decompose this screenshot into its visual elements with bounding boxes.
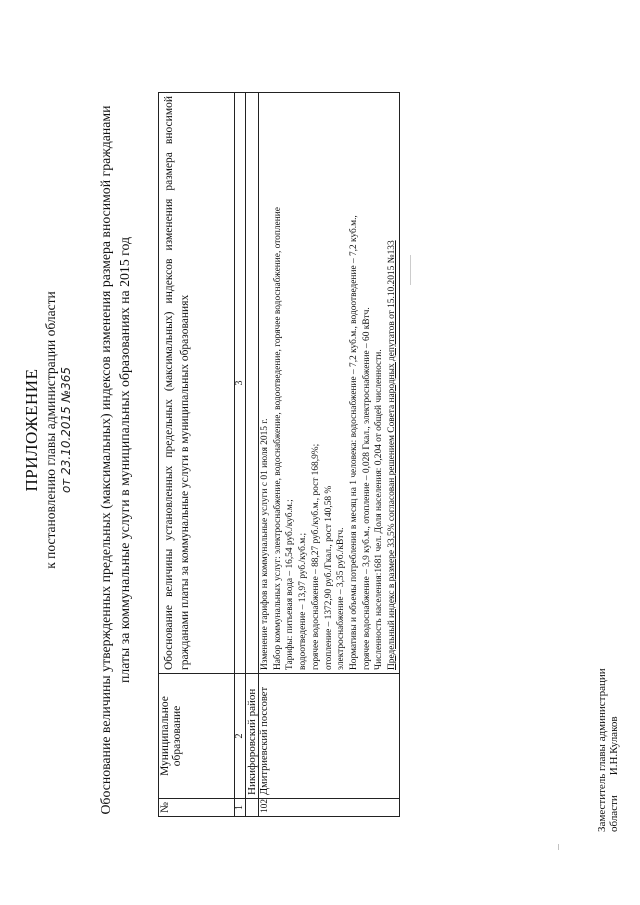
table-header-row bbox=[159, 93, 235, 817]
document-header bbox=[22, 260, 73, 600]
column-index-1: 1 bbox=[235, 799, 246, 817]
column-header-municipality: Муниципальное образование bbox=[159, 674, 235, 799]
justification-line: Предельный индекс в размере 33,5% согласован решением Совета народных депутатов от 15.10.2015 №133 bbox=[387, 240, 398, 670]
column-header-justification: Обоснование величины установленных предельных (максимальных) индексов изменения размера вносимой гражданами платы за коммунальные услуги в муниципальных образованиях bbox=[159, 93, 235, 674]
signature-block bbox=[596, 668, 620, 832]
justification-line: электроснабжение – 3,35 руб./кВтч. bbox=[336, 527, 347, 670]
justification-line: отопление – 1372,90 руб./Гкал., рост 140,58 % bbox=[323, 485, 334, 670]
region-empty-cell bbox=[246, 93, 259, 674]
region-row bbox=[246, 93, 259, 817]
table-row bbox=[259, 93, 400, 817]
scan-artifact bbox=[558, 844, 559, 850]
justification-line: горячее водоснабжение – 3,9 куб.м., отопление – 0,028 Гкал., электроснабжение – 60 кВтч. bbox=[361, 307, 372, 670]
justification-line: водоотведение – 13,97 руб./куб.м.; bbox=[298, 532, 309, 670]
row-number: 102 bbox=[259, 799, 400, 817]
justification-line: горячее водоснабжение – 88,27 руб./куб.м., рост 168,9%; bbox=[310, 443, 321, 670]
justification-line: Набор коммунальных услуг: электроснабжение, водоснабжение, водоотведение, горячее водоснабжение, отопление bbox=[272, 207, 283, 670]
document-title-line-1: Обоснование величины утвержденных предельных (максимальных) индексов изменения размера вносимой гражданами bbox=[98, 105, 113, 815]
appendix-title: ПРИЛОЖЕНИЕ bbox=[22, 368, 41, 492]
document-title-line-2: платы за коммунальные услуги в муниципальных образованиях на 2015 год bbox=[117, 236, 132, 684]
document-title bbox=[96, 55, 134, 865]
column-index-row bbox=[235, 93, 246, 817]
handwritten-date-number: от 23.10.2015 №365 bbox=[59, 366, 73, 494]
appendix-subtitle: к постановлению главы администрации области bbox=[43, 291, 58, 569]
justification-line: Изменение тарифов на коммунальные услуги с 01 июля 2015 г. bbox=[260, 418, 270, 670]
region-name: Никифоровский район bbox=[246, 674, 259, 799]
justification-line: Нормативы и объемы потребления в месяц на 1 человека: водоснабжение – 7,2 куб.м., водоотведение – 7,2 куб.м., bbox=[348, 215, 359, 670]
justification-text bbox=[259, 93, 400, 674]
justification-table bbox=[158, 92, 400, 817]
signatory-name: И.Н.Кулаков bbox=[608, 716, 620, 776]
signatory-position-line-2: области bbox=[608, 795, 620, 832]
column-index-2: 2 bbox=[235, 674, 246, 799]
municipality-name: Дмитриевский поссовет bbox=[259, 674, 400, 799]
signatory-position-line-1: Заместитель главы администрации bbox=[596, 668, 608, 832]
column-header-number: № bbox=[159, 799, 235, 817]
justification-line: Тарифы: питьевая вода – 16,54 руб./куб.м.; bbox=[285, 499, 296, 670]
scan-artifact bbox=[410, 255, 411, 285]
region-number-cell bbox=[246, 799, 259, 817]
justification-line: Численность населения:1681 чел. Доля населения: 0,204 от общей численности. bbox=[374, 349, 385, 670]
column-index-3: 3 bbox=[235, 93, 246, 674]
